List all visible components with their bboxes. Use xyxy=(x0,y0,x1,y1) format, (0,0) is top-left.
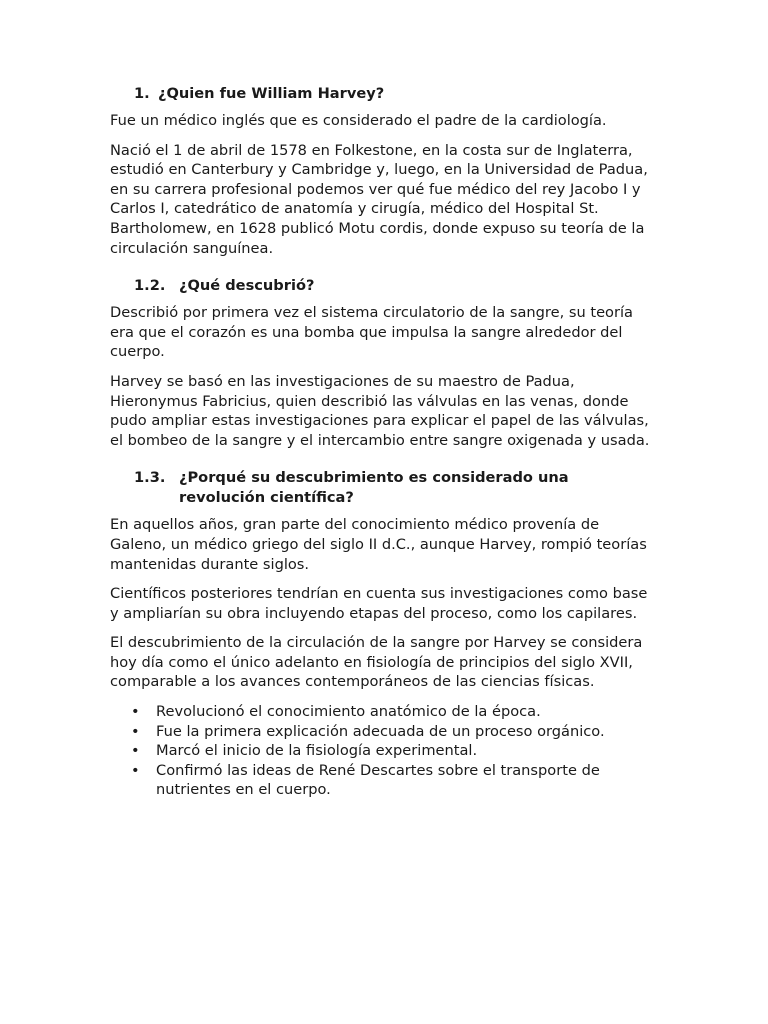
list-item xyxy=(110,741,650,761)
section-number: 1.3. xyxy=(134,469,166,487)
paragraph: El descubrimiento de la circulación de la sangre por Harvey se considera hoy día como el único adelanto en fisiología de principios del siglo XVII, comparable a los avances contemporáneos de las ciencias físicas. xyxy=(110,634,643,691)
paragraph: Nació el 1 de abril de 1578 en Folkestone, en la costa sur de Inglaterra, estudió en Canterbury y Cambridge y, luego, en la Universidad de Padua, en su carrera profesional podemos ver qué fue médico del rey Jacobo I y Carlos I, catedrático de anatomía y cirugía, médico del Hospital St. Bartholomew, en 1628 publicó Motu cordis, donde expuso su teoría de la circulación sanguínea. xyxy=(110,141,648,257)
list-item-text: Confirmó las ideas de René Descartes sobre el transporte de nutrientes en el cuerpo. xyxy=(156,761,600,799)
bullet-icon: • xyxy=(131,761,140,779)
document-page xyxy=(110,84,650,800)
bullet-list xyxy=(110,702,650,800)
section-title: ¿Qué descubrió? xyxy=(179,277,315,295)
paragraph: Científicos posteriores tendrían en cuenta sus investigaciones como base y ampliarían su obra incluyendo etapas del proceso, como los capilares. xyxy=(110,585,648,622)
bullet-icon: • xyxy=(131,722,140,740)
section-heading-que-descubrio xyxy=(110,276,650,296)
list-item xyxy=(110,761,650,800)
section-heading-william-harvey xyxy=(110,84,650,104)
list-item xyxy=(110,702,650,722)
paragraph: Fue un médico inglés que es considerado el padre de la cardiología. xyxy=(110,112,607,129)
list-item-text: Marcó el inicio de la fisiología experimental. xyxy=(156,742,478,760)
paragraph: Describió por primera vez el sistema circulatorio de la sangre, su teoría era que el corazón es una bomba que impulsa la sangre alrededor del cuerpo. xyxy=(110,304,633,361)
paragraph: En aquellos años, gran parte del conocimiento médico provenía de Galeno, un médico griego del siglo II d.C., aunque Harvey, rompió teorías mantenidas durante siglos. xyxy=(110,516,647,573)
section-title: ¿Quien fue William Harvey? xyxy=(158,85,385,102)
bullet-icon: • xyxy=(131,703,140,721)
section-heading-revolucion-cientifica xyxy=(110,468,650,508)
section-number: 1. xyxy=(134,85,150,102)
list-item xyxy=(110,722,650,742)
section-number: 1.2. xyxy=(134,277,166,295)
list-item-text: Fue la primera explicación adecuada de un proceso orgánico. xyxy=(156,722,605,740)
paragraph: Harvey se basó en las investigaciones de su maestro de Padua, Hieronymus Fabricius, quien describió las válvulas en las venas, donde pudo ampliar estas investigaciones para explicar el papel de las válvulas, el bombeo de la sangre y el intercambio entre sangre oxigenada y usada. xyxy=(110,372,650,449)
list-item-text: Revolucionó el conocimiento anatómico de la época. xyxy=(156,703,541,721)
section-title: ¿Porqué su descubrimiento es considerado una revolución científica? xyxy=(179,469,569,507)
bullet-icon: • xyxy=(131,742,140,760)
